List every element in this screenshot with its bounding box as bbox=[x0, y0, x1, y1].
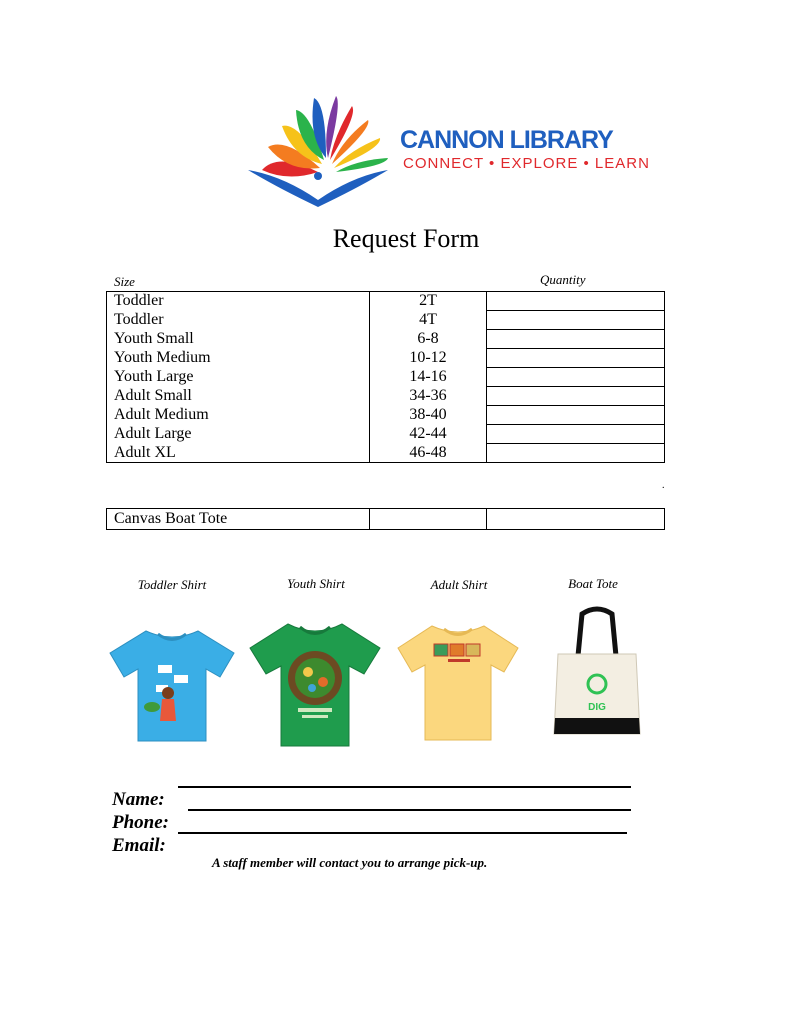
form-title: Request Form bbox=[332, 224, 480, 253]
phone-label: Phone: bbox=[112, 812, 169, 833]
logo-book-icon bbox=[238, 92, 650, 207]
boat-tote-label: Boat Tote bbox=[568, 576, 618, 591]
size-range: 4T bbox=[370, 311, 487, 330]
toddler-shirt-image bbox=[108, 625, 236, 745]
table-row bbox=[107, 406, 665, 425]
tote-table bbox=[106, 508, 665, 530]
table-row bbox=[107, 349, 665, 368]
name-field[interactable] bbox=[178, 786, 631, 788]
size-name: Adult Large bbox=[107, 425, 370, 444]
size-range: 14-16 bbox=[370, 368, 487, 387]
quantity-cell[interactable] bbox=[487, 387, 665, 406]
library-logo bbox=[238, 92, 650, 207]
quantity-cell[interactable] bbox=[487, 368, 665, 387]
quantity-column-header: Quantity bbox=[540, 272, 586, 287]
size-name: Adult Medium bbox=[107, 406, 370, 425]
size-name: Youth Small bbox=[107, 330, 370, 349]
quantity-cell[interactable] bbox=[487, 349, 665, 368]
table-row bbox=[107, 330, 665, 349]
tote-label: Canvas Boat Tote bbox=[107, 509, 370, 530]
size-column-header: Size bbox=[114, 274, 135, 289]
quantity-cell[interactable] bbox=[487, 444, 665, 463]
quantity-cell[interactable] bbox=[487, 330, 665, 349]
size-name: Adult Small bbox=[107, 387, 370, 406]
logo-tagline: CONNECT • EXPLORE • LEARN bbox=[403, 155, 650, 172]
quantity-cell[interactable] bbox=[487, 311, 665, 330]
size-range: 38-40 bbox=[370, 406, 487, 425]
email-field[interactable] bbox=[178, 832, 627, 834]
size-table bbox=[106, 291, 665, 463]
size-range: 34-36 bbox=[370, 387, 487, 406]
quantity-cell[interactable] bbox=[487, 406, 665, 425]
size-range: 46-48 bbox=[370, 444, 487, 463]
stray-mark: . bbox=[662, 480, 665, 491]
table-row bbox=[107, 509, 665, 530]
adult-shirt-image bbox=[396, 620, 520, 744]
table-row bbox=[107, 444, 665, 463]
boat-tote-image bbox=[552, 606, 642, 740]
table-row bbox=[107, 425, 665, 444]
table-row bbox=[107, 368, 665, 387]
phone-field[interactable] bbox=[188, 809, 631, 811]
tote-print-text: DIG bbox=[588, 702, 606, 713]
toddler-shirt-label: Toddler Shirt bbox=[137, 577, 207, 592]
quantity-cell[interactable] bbox=[487, 425, 665, 444]
size-range: 10-12 bbox=[370, 349, 487, 368]
size-name: Toddler bbox=[107, 292, 370, 311]
table-row bbox=[107, 292, 665, 311]
quantity-cell[interactable] bbox=[487, 292, 665, 311]
size-range: 2T bbox=[370, 292, 487, 311]
size-name: Adult XL bbox=[107, 444, 370, 463]
size-name: Toddler bbox=[107, 311, 370, 330]
adult-shirt-label: Adult Shirt bbox=[430, 577, 488, 592]
size-name: Youth Large bbox=[107, 368, 370, 387]
name-label: Name: bbox=[112, 789, 165, 810]
youth-shirt-image bbox=[248, 618, 382, 750]
logo-title: CANNON LIBRARY bbox=[400, 126, 613, 154]
size-name: Youth Medium bbox=[107, 349, 370, 368]
email-label: Email: bbox=[112, 835, 166, 856]
pickup-note: A staff member will contact you to arrange pick-up. bbox=[212, 855, 488, 870]
size-range: 42-44 bbox=[370, 425, 487, 444]
size-range: 6-8 bbox=[370, 330, 487, 349]
table-row bbox=[107, 387, 665, 406]
table-row bbox=[107, 311, 665, 330]
youth-shirt-label: Youth Shirt bbox=[287, 576, 345, 591]
tote-quantity-cell[interactable] bbox=[487, 509, 665, 530]
tote-middle-cell[interactable] bbox=[370, 509, 487, 530]
